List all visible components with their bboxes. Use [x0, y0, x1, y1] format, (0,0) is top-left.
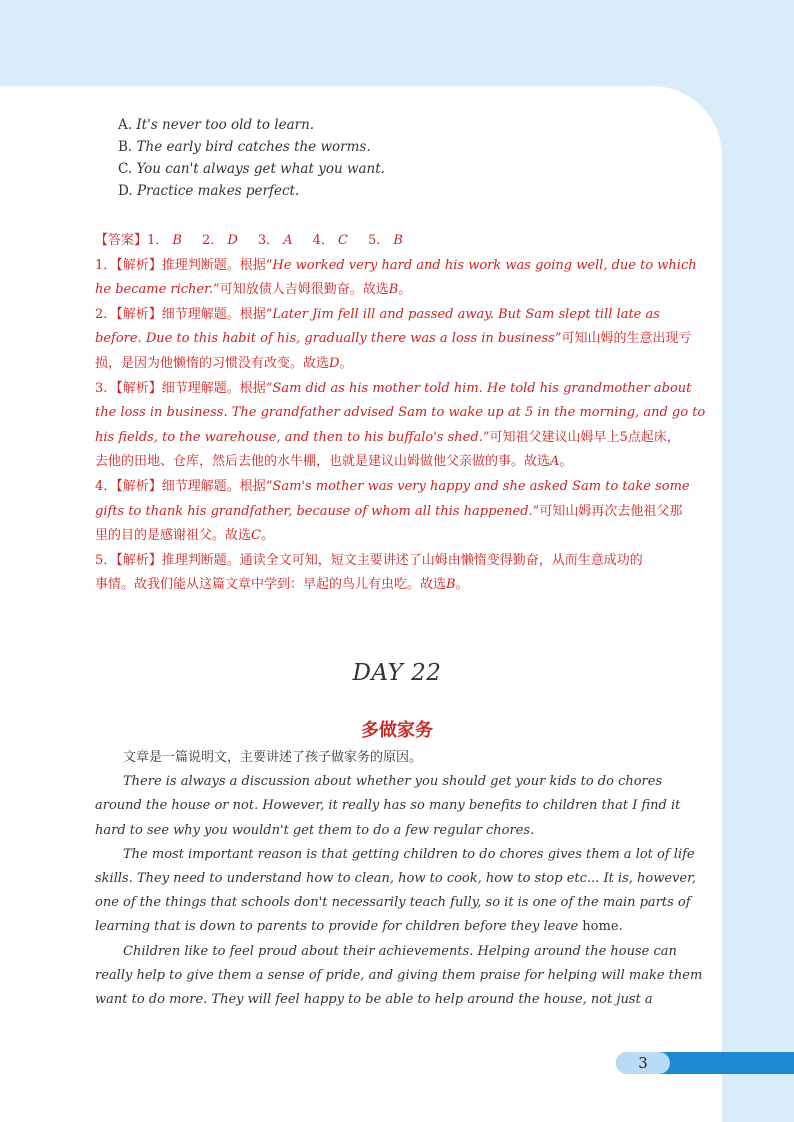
- text-span: hard to see why you wouldn't get them to do a few regular chores.: [95, 822, 535, 838]
- text-span: 。: [398, 282, 412, 298]
- passage-line: [95, 819, 695, 843]
- text-span: C: [251, 528, 261, 544]
- explanation-line: [95, 450, 705, 475]
- text-span: the loss in business. The grandfather advised Sam to wake up at 5 in the morning, and go to: [95, 405, 706, 421]
- text-span: B: [388, 282, 399, 298]
- header-band: [0, 0, 794, 86]
- text-span: A: [550, 454, 560, 470]
- option-item: [118, 114, 385, 136]
- text-span: 4．【解析】细节理解题。根据“: [95, 478, 273, 494]
- option-item: [118, 180, 385, 202]
- text-span: Sam's mother was very happy and she asked Sam to take some: [272, 478, 690, 494]
- passage-line: [95, 867, 695, 891]
- answer-letter: B: [389, 233, 403, 248]
- passage-line: [95, 770, 695, 794]
- text-span: ”可知山姆再次去他祖父那: [532, 503, 683, 519]
- explanation-line: [95, 327, 705, 352]
- text-span: Sam did as his mother told him. He told his grandmother about: [272, 380, 692, 396]
- text-span: 。: [260, 528, 274, 544]
- text-span: before. Due to this habit of his, gradually there was a loss in business: [95, 331, 555, 347]
- explanation-line: [95, 549, 705, 574]
- text-span: ”可知山姆的生意出现亏: [554, 331, 692, 347]
- option-text: It's never too old to learn.: [136, 117, 315, 133]
- option-letter: A.: [118, 117, 137, 133]
- option-letter: B.: [118, 139, 137, 155]
- option-letter: D.: [118, 183, 137, 199]
- text-span: gifts to thank his grandfather, because of whom all this happened.: [95, 503, 533, 519]
- text-span: 1．【解析】推理判断题。根据“: [95, 257, 273, 273]
- text-span: 事情。故我们能从这篇文章中学到：早起的鸟儿有虫吃。故选: [95, 577, 447, 593]
- answer-section: [95, 229, 705, 598]
- text-span: learning that is down to parents to provide for children before they leave: [95, 919, 583, 935]
- answer-number: 4．: [312, 233, 334, 248]
- answer-number: 2．: [201, 233, 224, 248]
- explanation-line: [95, 524, 705, 549]
- answer-letter: C: [333, 233, 349, 248]
- text-span: He worked very hard and his work was going well, due to which: [272, 257, 697, 273]
- text-span: Children like to feel proud about their achievements. Helping around the house can: [123, 943, 677, 959]
- passage-line: [95, 940, 695, 964]
- passage-line: [95, 988, 695, 1012]
- text-span: 。: [559, 454, 573, 470]
- explanation-line: [95, 401, 705, 426]
- answer-label: 【答案】: [95, 233, 148, 248]
- passage-line: [95, 843, 695, 867]
- text-span: his fields, to the warehouse, and then to his buffalo's shed.: [95, 429, 483, 445]
- explanations: [95, 254, 705, 598]
- text-span: The most important reason is that getting children to do chores gives them a lot of life: [123, 846, 695, 862]
- text-span: 5．【解析】推理判断题。通读全文可知，短文主要讲述了山姆由懒惰变得勤奋，从而生意成功的: [95, 552, 643, 568]
- passage-line: [95, 794, 695, 818]
- text-span: skills. They need to understand how to clean, how to cook, how to stop etc... It is, however,: [95, 871, 697, 887]
- text-span: want to do more. They will feel happy to be able to help around the house, not just a: [95, 992, 653, 1008]
- option-letter: C.: [118, 161, 137, 177]
- option-text: The early bird catches the worms.: [136, 139, 371, 155]
- explanation-line: [95, 352, 705, 377]
- explanation-line: [95, 475, 705, 500]
- answer-number: 5．: [368, 233, 390, 248]
- text-span: 文章是一篇说明文，主要讲述了孩子做家务的原因。: [123, 750, 423, 765]
- answer-letter: B: [168, 233, 182, 248]
- text-span: Later Jim fell ill and passed away. But Sam slept till late as: [272, 306, 660, 322]
- passage: [95, 746, 703, 1012]
- explanation-line: [95, 426, 705, 451]
- passage-line: [95, 746, 695, 770]
- text-span: 。: [339, 355, 353, 371]
- option-list: [118, 114, 385, 202]
- text-span: 损，是因为他懒惰的习惯没有改变。故选: [95, 355, 330, 371]
- text-span: ”可知放债人吉姆很勤奋。故选: [213, 282, 389, 298]
- explanation-line: [95, 573, 705, 598]
- text-span: he became richer.: [95, 282, 214, 298]
- explanation-line: [95, 303, 705, 328]
- text-span: D: [329, 355, 340, 371]
- page-number: 3: [616, 1052, 670, 1074]
- side-band: [722, 0, 794, 1122]
- text-span: really help to give them a sense of pride, and giving them praise for helping will make them: [95, 967, 703, 983]
- text-span: one of the things that schools don't necessarily teach fully, so it is one of the main parts of: [95, 895, 691, 911]
- explanation-line: [95, 254, 705, 279]
- passage-line: [95, 964, 703, 988]
- day-title: DAY 22: [352, 660, 442, 686]
- option-item: [118, 158, 385, 180]
- text-span: home.: [582, 919, 623, 935]
- chinese-title: 多做家务: [361, 720, 433, 741]
- answer-letter: D: [223, 233, 238, 248]
- option-text: You can't always get what you want.: [136, 161, 385, 177]
- text-span: 3．【解析】细节理解题。根据“: [95, 380, 273, 396]
- answer-letter: A: [279, 233, 293, 248]
- text-span: B: [446, 577, 456, 593]
- explanation-line: [95, 278, 705, 303]
- text-span: 。: [455, 577, 469, 593]
- option-text: Practice makes perfect.: [136, 183, 300, 199]
- text-span: around the house or not. However, it really has so many benefits to children that I find it: [95, 798, 681, 814]
- answer-number: 1．: [147, 233, 169, 248]
- text-span: 2．【解析】细节理解题。根据“: [95, 306, 273, 322]
- passage-line: [95, 915, 695, 939]
- answer-number: 3．: [257, 233, 280, 248]
- passage-line: [95, 891, 695, 915]
- text-span: 里的目的是感谢祖父。故选: [95, 528, 252, 544]
- answer-key-row: [95, 229, 705, 254]
- option-item: [118, 136, 385, 158]
- explanation-line: [95, 500, 705, 525]
- text-span: There is always a discussion about whether you should get your kids to do chores: [123, 774, 663, 790]
- explanation-line: [95, 377, 705, 402]
- text-span: 去他的田地、仓库，然后去他的水牛棚，也就是建议山姆做他父亲做的事。故选: [95, 454, 551, 470]
- text-span: ”可知祖父建议山姆早上5点起床，: [482, 429, 680, 445]
